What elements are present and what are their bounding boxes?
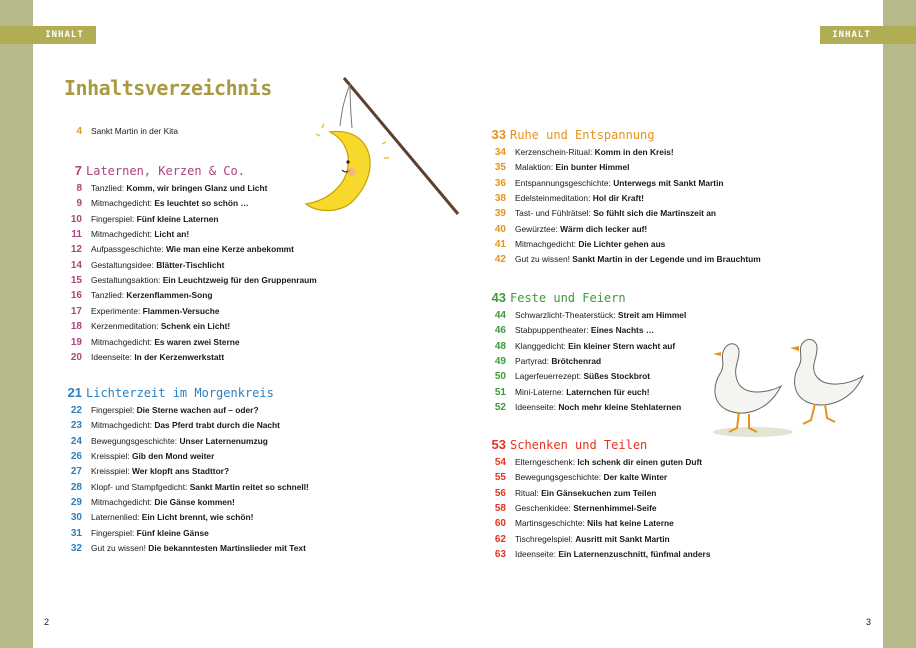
toc-page-number: 30 (70, 512, 82, 524)
toc-entry-title: Ein Gänsekuchen zum Teilen (541, 487, 657, 498)
toc-entry-title: Das Pferd trabt durch die Nacht (154, 420, 280, 431)
toc-entry-title: Wie man eine Kerze anbekommt (165, 244, 294, 255)
toc-entry-type: Gestaltungsidee: (91, 259, 157, 270)
toc-page-number: 14 (70, 259, 82, 271)
toc-entry-type: Tanzlied: (91, 183, 127, 193)
toc-entry-text (91, 480, 309, 495)
toc-page-number: 11 (71, 229, 82, 241)
toc-entry-type: Stabpuppentheater: (515, 325, 591, 336)
toc-page-number: 23 (70, 420, 82, 432)
toc-entry-text (515, 237, 665, 252)
toc-entry-text (515, 400, 681, 415)
toc-page-number: 46 (494, 325, 506, 337)
toc-entry-text (91, 510, 253, 525)
toc-entry-title: Die Lichter gehen aus (578, 239, 666, 250)
toc-entry-type: Schwarzlicht-Theaterstück: (515, 310, 618, 320)
section-page-number: 33 (491, 127, 506, 142)
toc-entry-title: Süßes Stockbrot (583, 371, 650, 382)
toc-entry-title: Streit am Himmel (617, 310, 687, 320)
section-title: Schenken und Teilen (510, 438, 648, 452)
toc-entry-type: Bewegungsgeschichte: (91, 435, 180, 446)
toc-entry-type: Kerzenschein-Ritual: (515, 147, 595, 157)
toc-entry-title: Ein Leuchtzweig für den Gruppenraum (162, 275, 317, 286)
right-page-number: 3 (865, 617, 871, 627)
toc-entry-text (515, 547, 710, 562)
toc-entry-text (515, 222, 647, 237)
right-section-tab: INHALT (820, 26, 883, 44)
toc-entry-title: So fühlt sich die Martinszeit an (593, 208, 717, 219)
toc-entry-title: Wer klopft ans Stadttor? (131, 466, 230, 477)
toc-page-number: 40 (494, 223, 506, 235)
toc-entry-type: Mitmachgedicht: (91, 420, 155, 431)
toc-entry-text: Sankt Martin in der Kita (91, 126, 179, 136)
toc-page-number: 52 (494, 402, 506, 414)
toc-entry-title: Hol dir Kraft! (592, 193, 644, 204)
toc-entry-text (515, 470, 667, 485)
toc-entry-title: Ein Laternenzuschnitt, fünfmal anders (558, 549, 711, 560)
section-title: Feste und Feiern (510, 291, 626, 305)
toc-entry-text (91, 449, 214, 464)
toc-page-number: 15 (70, 275, 82, 287)
toc-page-number: 16 (70, 290, 82, 302)
toc-page-number: 34 (494, 147, 506, 158)
toc-entry-title: Die bekanntesten Martinslieder mit Text (148, 543, 306, 554)
left-page-edge (0, 0, 33, 648)
toc-entry-title: Nils hat keine Laterne (587, 518, 674, 529)
moon-lantern-illustration (290, 74, 465, 224)
toc-entry-type: Tast- und Fühlrätsel: (515, 208, 594, 219)
toc-entry-type: Ritual: (515, 487, 542, 498)
toc-page-number: 17 (70, 305, 82, 317)
toc-entry-title: Die Sterne wachen auf – oder? (136, 405, 259, 415)
toc-entry-type: Mitmachgedicht: (91, 497, 155, 508)
toc-page-number: 20 (70, 351, 82, 363)
toc-entry-text (91, 258, 224, 273)
toc-entry-title: Fünf kleine Laternen (136, 213, 219, 224)
toc-entry-text (91, 196, 249, 211)
toc-page-number: 54 (494, 457, 506, 468)
toc-page-number: 58 (494, 503, 506, 515)
toc-entry-type: Bewegungsgeschichte: (515, 472, 604, 483)
toc-page-number: 44 (494, 310, 506, 321)
toc-entry-type: Martinsgeschichte: (515, 518, 588, 529)
toc-page-number: 62 (494, 533, 506, 545)
toc-page-number: 29 (70, 497, 82, 509)
toc-entry-title: Es waren zwei Sterne (154, 336, 240, 347)
toc-page-number: 49 (494, 356, 506, 368)
toc-entry-type: Fingerspiel: (91, 213, 137, 224)
page-title: Inhaltsverzeichnis (64, 76, 272, 100)
toc-entry-type: Tanzlied: (91, 290, 127, 301)
toc-entry-title: Komm, wir bringen Glanz und Licht (126, 183, 268, 193)
toc-page-number: 10 (70, 213, 82, 225)
toc-entry-text (91, 227, 189, 242)
toc-entry-title: Ausritt mit Sankt Martin (575, 533, 670, 544)
toc-entry-title: Wärm dich lecker auf! (560, 223, 648, 234)
toc-entry-text (91, 273, 317, 288)
toc-entry-type: Malaktion: (515, 162, 556, 173)
toc-entry-text (515, 252, 761, 267)
toc-entry-title: Ich schenk dir einen guten Duft (577, 457, 703, 467)
toc-entry-text (91, 464, 229, 479)
toc-entry-title: Kerzenflammen-Song (126, 290, 213, 301)
toc-page-number: 55 (494, 472, 506, 484)
toc-entry-type: Ideenseite: (515, 402, 559, 413)
toc-entry-type: Mitmachgedicht: (91, 198, 155, 209)
toc-page-number: 31 (70, 527, 82, 539)
toc-entry-type: Gestaltungsaktion: (91, 275, 163, 286)
toc-entry-text (515, 145, 674, 160)
toc-entry-text (91, 319, 230, 334)
toc-page-number: 35 (494, 162, 506, 174)
toc-page-number: 50 (494, 371, 506, 383)
toc-entry-title: Sternenhimmel-Seife (573, 503, 657, 514)
toc-page-number: 9 (76, 198, 82, 210)
toc-entry-text (515, 354, 601, 369)
toc-entry-text (91, 242, 294, 257)
toc-entry-text (515, 385, 650, 400)
toc-entry-text (515, 486, 656, 501)
toc-entry-text (515, 176, 724, 191)
toc-entry-type: Experimente: (91, 305, 143, 316)
toc-entry-text (91, 212, 219, 227)
toc-page-number: 24 (70, 435, 82, 447)
toc-entry-text (91, 350, 224, 365)
toc-page-number: 28 (70, 481, 82, 493)
toc-entry-text (91, 403, 259, 418)
toc-entry-type: Lagerfeuerrezept: (515, 371, 584, 382)
toc-entry-type: Mitmachgedicht: (91, 229, 155, 240)
toc-entry-type: Gut zu wissen! (91, 543, 149, 554)
toc-entry-title: Eines Nachts … (590, 325, 655, 336)
toc-entry-title: Komm in den Kreis! (594, 147, 674, 157)
toc-page-number: 41 (494, 239, 506, 251)
toc-entry-title: Schenk ein Licht! (160, 321, 231, 332)
toc-entry-title: Die Gänse kommen! (154, 497, 235, 508)
toc-entry-text (91, 181, 267, 196)
toc-entry-title: Licht an! (154, 229, 190, 240)
toc-page-number: 38 (494, 193, 506, 205)
toc-entry-text (515, 308, 686, 323)
toc-entry-title: Unterwegs mit Sankt Martin (613, 177, 724, 188)
toc-entry-text (91, 434, 268, 449)
toc-page-number: 51 (494, 386, 506, 398)
toc-entry-type: Tischregelspiel: (515, 533, 576, 544)
toc-entry-text (91, 526, 209, 541)
toc-page-number: 63 (494, 549, 506, 561)
toc-entry-text (515, 191, 644, 206)
toc-page-number: 26 (70, 451, 82, 463)
toc-entry-title: Blätter-Tischlicht (156, 259, 225, 270)
toc-entry-title: In der Kerzenwerkstatt (134, 351, 225, 362)
toc-page-number: 8 (76, 183, 82, 194)
toc-entry-text (515, 516, 674, 531)
toc-entry-title: Flammen-Versuche (142, 305, 220, 316)
toc-page-number: 18 (70, 321, 82, 333)
toc-page-number: 48 (494, 340, 506, 352)
toc-entry-title: Sankt Martin in der Legende und im Brauchtum (572, 254, 761, 265)
toc-entry-title: Laternchen für euch! (566, 386, 650, 397)
toc-entry-type: Entspannungsgeschichte: (515, 177, 614, 188)
toc-entry-title: Ein bunter Himmel (555, 162, 630, 173)
toc-entry-text (515, 369, 650, 384)
toc-page-number: 42 (494, 254, 506, 266)
toc-page-number: 22 (70, 405, 82, 416)
toc-entry-type: Elterngeschenk: (515, 457, 578, 467)
toc-entry-title: Es leuchtet so schön … (154, 198, 249, 209)
left-tab-band (0, 26, 33, 44)
toc-entry-text (91, 541, 306, 556)
toc-entry-type: Geschenkidee: (515, 503, 574, 514)
toc-entry-type: Aufpassgeschichte: (91, 244, 166, 255)
geese-illustration (683, 332, 869, 440)
toc-entry-type: Kerzenmeditation: (91, 321, 161, 332)
toc-entry-text (91, 335, 240, 350)
section-page-number: 43 (491, 290, 506, 305)
toc-entry-text (515, 160, 630, 175)
toc-entry-title: Sankt Martin reitet so schnell! (189, 481, 309, 492)
toc-entry-title: Ein Licht brennt, wie schön! (141, 512, 254, 523)
toc-entry-text (515, 532, 670, 547)
toc-page-number: 4 (76, 126, 82, 137)
toc-entry-type: Edelsteinmeditation: (515, 193, 593, 204)
toc-page-number: 19 (70, 336, 82, 348)
toc-entry-type: Mitmachgedicht: (91, 336, 155, 347)
toc-entry-title: Unser Laternenumzug (179, 435, 268, 446)
toc-entry-type: Partyrad: (515, 356, 552, 367)
right-tab-band (883, 26, 916, 44)
toc-entry-text (91, 288, 212, 303)
toc-page-number: 39 (494, 208, 506, 220)
toc-entry-text (515, 501, 657, 516)
toc-entry-type: Laternenlied: (91, 512, 142, 523)
toc-entry-text (91, 418, 280, 433)
toc-page-number: 27 (70, 466, 82, 478)
toc-page-number: 56 (494, 487, 506, 499)
toc-entry-type: Mini-Laterne: (515, 386, 567, 397)
section-page-number: 21 (67, 385, 82, 400)
toc-page-number: 60 (494, 518, 506, 530)
right-page-edge (883, 0, 916, 648)
toc-entry-type: Ideenseite: (515, 549, 559, 560)
section-title: Laternen, Kerzen & Co. (86, 164, 245, 178)
toc-entry-type: Ideenseite: (91, 351, 135, 362)
toc-entry-type: Kreisspiel: (91, 466, 132, 477)
toc-entry-type: Gut zu wissen! (515, 254, 573, 265)
toc-entry-title: Ein kleiner Stern wacht auf (568, 340, 676, 351)
toc-entry-text (515, 455, 702, 470)
toc-entry-text (91, 304, 219, 319)
section-title: Lichterzeit im Morgenkreis (86, 386, 274, 400)
toc-entry-text (515, 323, 654, 338)
toc-entry-type: Fingerspiel: (91, 527, 137, 538)
toc-page-number: 32 (70, 543, 82, 555)
toc-entry-title: Fünf kleine Gänse (136, 527, 209, 538)
toc-entry-type: Klopf- und Stampfgedicht: (91, 481, 190, 492)
section-title: Ruhe und Entspannung (510, 128, 655, 142)
toc-entry-type: Mitmachgedicht: (515, 239, 579, 250)
left-section-tab: INHALT (33, 26, 96, 44)
section-page-number: 7 (74, 163, 82, 178)
toc-entry-type: Klanggedicht: (515, 340, 569, 351)
toc-entry-type: Gewürztee: (515, 223, 561, 234)
toc-entry-type: Fingerspiel: (91, 405, 137, 415)
section-page-number: 53 (491, 437, 506, 452)
toc-entry-title: Brötchenrad (551, 356, 602, 367)
toc-entry-text (515, 339, 675, 354)
toc-entry-text (91, 495, 235, 510)
toc-entry-title: Der kalte Winter (603, 472, 668, 483)
toc-entry-text (515, 206, 716, 221)
toc-page-number: 12 (70, 244, 82, 256)
toc-entry-type: Kreisspiel: (91, 451, 132, 462)
toc-entry-title: Gib den Mond weiter (131, 451, 215, 462)
toc-page-number: 36 (494, 177, 506, 189)
toc-entry-title: Noch mehr kleine Stehlaternen (558, 402, 682, 413)
left-page-number: 2 (44, 617, 50, 627)
